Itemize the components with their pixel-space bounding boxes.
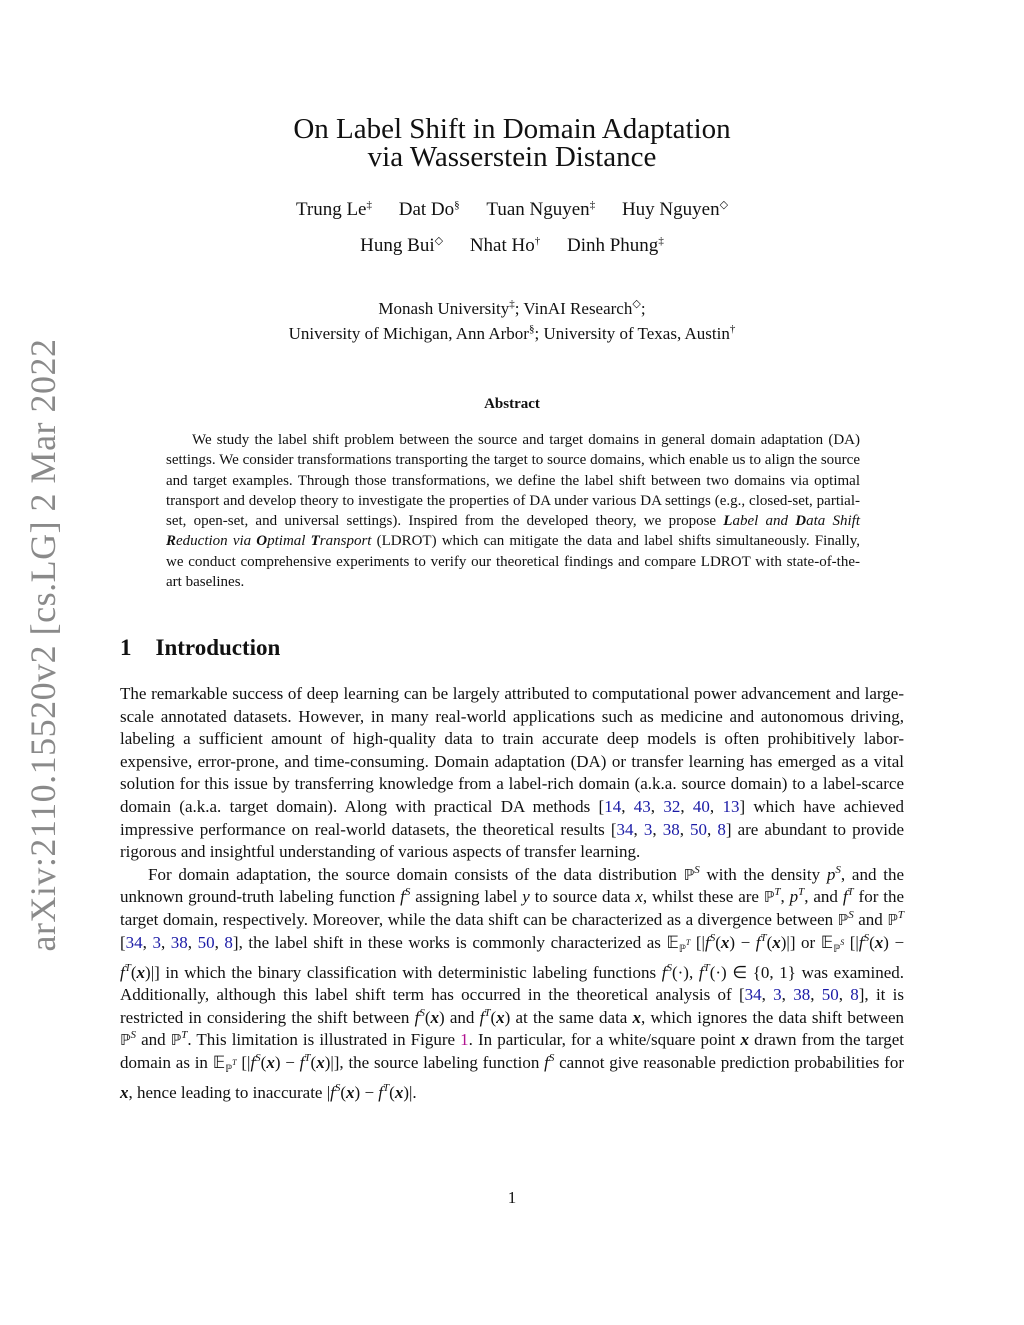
- citation-link[interactable]: 34: [744, 985, 762, 1005]
- author: Huy Nguyen◇: [621, 199, 729, 220]
- citation-link[interactable]: 14: [604, 796, 622, 816]
- abstract-heading: Abstract: [484, 396, 540, 412]
- author: Tuan Nguyen‡: [486, 199, 596, 220]
- citation-link[interactable]: 34: [616, 819, 634, 839]
- arxiv-stamp-text: arXiv:2110.15520v2 [cs.LG] 2 Mar 2022: [23, 338, 63, 952]
- author: Nhat Ho†: [469, 235, 541, 256]
- section-heading: 1 Introduction: [120, 635, 281, 660]
- title-line-2: via Wasserstein Distance: [367, 141, 657, 173]
- title-line-1: On Label Shift in Domain Adaptation: [293, 113, 731, 145]
- paper-title: [160, 115, 864, 171]
- citation-link[interactable]: 38: [793, 985, 811, 1005]
- figure-link[interactable]: 1: [460, 1030, 469, 1050]
- citation-link[interactable]: 8: [717, 819, 726, 839]
- paragraph: For domain adaptation, the source domain consists of the data distribution ℙ$^S$ with the density $p^S$, and the unknown ground-truth labeling function $f^S$ assigning label y to source data x, whilst these are ℙ$^T$, $p^T$, and $f^T$ for the target domain, respectively. Moreover, while the data shift can be characterized as a divergence between ℙ$^S$ and ℙ$^T$ [34, 3, 38, 50, 8], the label shift in these works is commonly characterized as 𝔼$_{ℙ^T}$ $[|f^S(x) - f^T(x)|]$ or 𝔼$_{ℙ^S}$ $[|f^S(x) - f^T(x)|]$ in which the binary classification with deterministic labeling functions $f^S(\cdot)$, $f^T(\cdot)$ ∈ {0, 1} was examined. Additionally, although this label shift term has occurred in the theoretical analysis of [34, 3, 38, 50, 8], it is restricted in considering the shift between $f^S(x)$ and $f^T(x)$ at the same data x, which ignores the data shift between ℙ$^S$ and ℙ$^T$. This limitation is illustrated in Figure 1. In particular, for a white/square point x drawn from the target domain as in 𝔼$_{ℙ^T}$ $[|f^S(x) - f^T(x)|]$, the source labeling function $f^S$ cannot give reasonable prediction probabilities for x, hence leading to inaccurate $|f^S(x) - f^T(x)|$.: [120, 863, 905, 1102]
- citation-link[interactable]: 40: [692, 796, 710, 816]
- authors-row-1: [160, 199, 864, 221]
- abstract-text: We study the label shift problem between the source and target domains in general domain adaptation (DA) settings. We consider transformations transporting the target to source domains, which enable us to align the source and target examples. Through those transformations, we define the label shift between two domains via optimal transport and develop theory to investigate the properties of DA under various DA settings (e.g., closed-set, partial-set, open-set, and universal settings). Inspired from the developed theory, we propose Label and Data Shift Reduction via Optimal Transport (LDROT) which can mitigate the data and label shifts simultaneously. Finally, we conduct comprehensive experiments to verify our theoretical findings and compare LDROT with state-of-the-art baselines.: [166, 432, 861, 591]
- citation-link[interactable]: 32: [663, 796, 681, 816]
- citation-link[interactable]: 3: [643, 819, 653, 839]
- body-text: [120, 683, 904, 1104]
- citation-link[interactable]: 50: [690, 819, 708, 839]
- affiliation-line-1: Monash University‡; VinAI Research◇;: [378, 298, 646, 318]
- arxiv-stamp: [18, 338, 68, 952]
- affiliations: [160, 296, 864, 346]
- author: Dinh Phung‡: [566, 235, 664, 256]
- author: Trung Le‡: [295, 199, 372, 220]
- paragraph: The remarkable success of deep learning can be largely attributed to computational power advancement and large-scale annotated datasets. However, in many real-world applications such as medicine and autonomous driving, labeling a sufficient amount of high-quality data to train accurate deep models is often prohibitively labor-expensive, error-prone, and time-consuming. Domain adaptation (DA) or transfer learning has emerged as a vital solution for this issue by transferring knowledge from a label-rich domain (a.k.a. source domain) to a label-scarce domain (a.k.a. target domain). Along with practical DA methods [14, 43, 32, 40, 13] which have achieved impressive performance on real-world datasets, the theoretical results [34, 3, 38, 50, 8] are abundant to provide rigorous and insightful understanding of various aspects of transfer learning.: [120, 684, 905, 862]
- citation-link[interactable]: 34: [125, 932, 143, 952]
- citation-link[interactable]: 3: [773, 985, 782, 1005]
- citation-link[interactable]: 8: [850, 985, 859, 1005]
- citation-link[interactable]: 8: [224, 932, 233, 952]
- citation-link[interactable]: 38: [662, 819, 680, 839]
- citation-link[interactable]: 13: [722, 796, 740, 816]
- citation-link[interactable]: 38: [170, 932, 188, 952]
- authors-row-2: [160, 235, 864, 257]
- affiliation-line-2: University of Michigan, Ann Arbor§; University of Texas, Austin†: [288, 323, 736, 343]
- author: Hung Bui◇: [360, 235, 444, 256]
- page-number: 1: [507, 1188, 517, 1207]
- citation-link[interactable]: 43: [633, 796, 651, 816]
- citation-link[interactable]: 50: [197, 932, 215, 952]
- citation-link[interactable]: 3: [152, 932, 161, 952]
- citation-link[interactable]: 50: [821, 985, 839, 1005]
- author: Dat Do§: [398, 199, 460, 220]
